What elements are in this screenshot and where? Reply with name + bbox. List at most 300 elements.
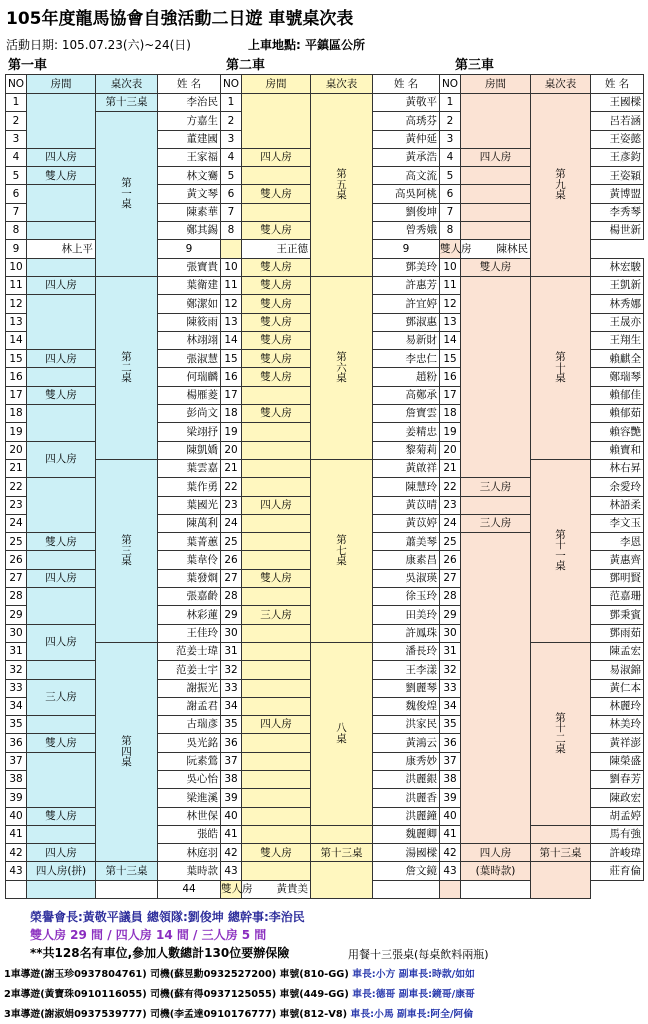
member-name: 湯國樑: [373, 844, 440, 862]
table-label-char: 三: [121, 544, 132, 557]
car-1-label: 第一車: [8, 58, 48, 73]
seat-number: 23: [221, 496, 242, 514]
member-name: 林宏駿: [591, 258, 644, 276]
seat-number: 27: [6, 569, 27, 587]
member-name: 陳孟宏: [591, 642, 644, 660]
seat-number: 40: [6, 807, 27, 825]
room-cell: [27, 405, 96, 442]
room-cell: [461, 222, 531, 240]
room-cell: [461, 496, 531, 514]
seat-number: 9: [6, 240, 27, 258]
room-cell: 四人房: [242, 716, 311, 734]
seat-number: 43: [221, 862, 242, 880]
member-name: 黃博盟: [591, 185, 644, 203]
member-name: 胡孟婷: [591, 807, 644, 825]
room-cell: 雙人房: [27, 386, 96, 404]
seat-number: 16: [6, 368, 27, 386]
bus-2-contacts: 2車導遊(黃寶珠0910116055) 司機(蘇有得0937125055) 車號(449-GG): [4, 989, 349, 1000]
member-name: 姜精忠: [373, 423, 440, 441]
member-name: 黃仲延: [373, 130, 440, 148]
header-name-car1: 姓 名: [158, 75, 221, 94]
member-name: 陳榮盛: [591, 752, 644, 770]
table-label-char: 桌: [336, 189, 347, 202]
seat-number: 12: [6, 295, 27, 313]
header-no-car2: NO: [221, 75, 242, 94]
member-name: 葉菁蕙: [158, 533, 221, 551]
table-label-char: 第: [555, 528, 566, 541]
seat-number: 25: [440, 533, 461, 551]
room-cell: [27, 368, 96, 386]
seat-number: 31: [6, 642, 27, 660]
table-label-char: 桌: [555, 743, 566, 756]
table-group-cell: 第十三桌: [96, 94, 158, 112]
room-cell: 雙人房: [242, 331, 311, 349]
seat-number: 36: [221, 734, 242, 752]
table-group-cell: [531, 825, 591, 843]
table-label-char: 八: [336, 722, 347, 735]
member-name: 葉雲嘉: [158, 459, 221, 477]
table-label-char: 二: [121, 361, 132, 374]
room-cell: [440, 880, 461, 898]
member-name: 黃敬平: [373, 94, 440, 112]
bus-1-leaders: 車長:小方 副車長:時款/如如: [348, 969, 475, 980]
member-name: 葉發烱: [158, 569, 221, 587]
bus-1-contacts: 1車導遊(謝玉珍0937804761) 司機(蘇昱勳0932527200) 車號(810-GG): [4, 969, 349, 980]
member-name: 吳淑瑛: [373, 569, 440, 587]
seat-number: 20: [221, 441, 242, 459]
seat-number: 41: [440, 825, 461, 843]
table-group-cell: 第十三桌: [96, 862, 158, 880]
seat-number: 33: [440, 679, 461, 697]
seat-number: 11: [440, 276, 461, 294]
table-row: [6, 94, 644, 112]
room-cell: [242, 862, 311, 880]
seat-number: 37: [440, 752, 461, 770]
seat-number: 9: [373, 240, 440, 258]
seat-number: 39: [221, 789, 242, 807]
member-name: 高文流: [373, 167, 440, 185]
room-cell: 四人房: [27, 148, 96, 166]
table-group-cell: [311, 459, 373, 642]
member-name: 張淑慧: [158, 350, 221, 368]
seat-number: 20: [440, 441, 461, 459]
member-name: 許宜婷: [373, 295, 440, 313]
seat-number: 24: [6, 514, 27, 532]
seat-number: 28: [221, 588, 242, 606]
table-label-char: 一: [121, 187, 132, 200]
table-group-cell: [96, 642, 158, 862]
seat-number: 2: [6, 112, 27, 130]
room-cell: 四人房: [27, 624, 96, 661]
room-cell: [461, 276, 531, 477]
header-table-car3: 桌次表: [531, 75, 591, 94]
member-name: 黎菊莉: [373, 441, 440, 459]
seat-number: 43: [6, 862, 27, 880]
seat-number: 12: [440, 295, 461, 313]
seat-number: 25: [6, 533, 27, 551]
member-name: 張寶貴: [158, 258, 221, 276]
seat-number: 11: [6, 276, 27, 294]
room-cell: [242, 459, 311, 477]
member-name: 洪家民: [373, 716, 440, 734]
room-cell: [27, 222, 96, 240]
room-cell: 雙人房: [27, 167, 96, 185]
seat-number: 34: [440, 697, 461, 715]
seat-number: 4: [440, 148, 461, 166]
seat-number: 17: [6, 386, 27, 404]
member-name: 林世保: [158, 807, 221, 825]
seat-number: 32: [6, 661, 27, 679]
seat-number: 29: [221, 606, 242, 624]
seat-number: 43: [440, 862, 461, 880]
member-name: 黃惠齊: [591, 551, 644, 569]
seat-number: 35: [440, 716, 461, 734]
member-name: 田美玲: [373, 606, 440, 624]
member-name: 呂若涵: [591, 112, 644, 130]
header-no-car1: NO: [6, 75, 27, 94]
seat-number: 27: [440, 569, 461, 587]
room-cell: 三人房: [461, 478, 531, 496]
room-cell: 雙人房: [242, 185, 311, 203]
member-name: 吳心怡: [158, 770, 221, 788]
seat-number: 8: [440, 222, 461, 240]
member-name: 林庭羽: [158, 844, 221, 862]
member-name: 王國樑: [591, 94, 644, 112]
seat-number: 32: [221, 661, 242, 679]
seating-table: [5, 74, 644, 899]
seat-number: 33: [6, 679, 27, 697]
room-cell: 雙人房: [461, 258, 531, 276]
member-name: 許惠芳: [373, 276, 440, 294]
room-cell: 四人房(拼): [27, 862, 96, 880]
member-name: 易淑錦: [591, 661, 644, 679]
header-no-car3: NO: [440, 75, 461, 94]
member-name: 陳政宏: [591, 789, 644, 807]
seat-number: 13: [6, 313, 27, 331]
member-name: 黃苡婷: [373, 514, 440, 532]
room-cell: 四人房: [27, 569, 96, 587]
car-3-label: 第三車: [455, 58, 495, 73]
seat-number: 23: [6, 496, 27, 514]
room-cell: [242, 386, 311, 404]
table-group-cell: [531, 862, 591, 899]
seat-number: 36: [6, 734, 27, 752]
member-name: 鄧淑惠: [373, 313, 440, 331]
seat-number: 7: [6, 203, 27, 221]
header-table-car1: 桌次表: [96, 75, 158, 94]
seat-number: 18: [6, 405, 27, 423]
room-cell: [242, 478, 311, 496]
room-cell: [27, 716, 96, 734]
seat-number: 21: [6, 459, 27, 477]
seat-number: 26: [6, 551, 27, 569]
member-name: 李文玉: [591, 514, 644, 532]
room-cell: 四人房: [27, 350, 96, 368]
seat-number: 5: [440, 167, 461, 185]
page-title: 105年度龍馬協會自強活動二日遊 車號桌次表: [6, 9, 354, 29]
bus-1-info: [4, 966, 475, 980]
table-label-char: 五: [336, 178, 347, 191]
room-cell: [242, 551, 311, 569]
room-cell: [242, 697, 311, 715]
seat-number: 15: [221, 350, 242, 368]
member-name: 林翊翊: [158, 331, 221, 349]
room-cell: 雙人房: [242, 569, 311, 587]
member-name: 梁進溪: [158, 789, 221, 807]
header-name-car2: 姓 名: [373, 75, 440, 94]
table-label-char: 第: [121, 351, 132, 364]
seat-number: 29: [6, 606, 27, 624]
seat-number: 9: [158, 240, 221, 258]
member-name: 阮素鶯: [158, 752, 221, 770]
table-label-char: 十: [555, 361, 566, 374]
room-cell: [461, 185, 531, 203]
table-row: [6, 862, 644, 880]
member-name: 陳凱嬌: [158, 441, 221, 459]
table-group-cell: [531, 94, 591, 277]
member-name: 王姿懿: [591, 130, 644, 148]
boarding-location: 上車地點: 平鎮區公所: [248, 38, 365, 52]
room-cell: [27, 478, 96, 533]
seat-number: 4: [221, 148, 242, 166]
seat-number: 26: [221, 551, 242, 569]
member-name: 魏俊煌: [373, 697, 440, 715]
room-cell: [27, 551, 96, 569]
table-label-char: 十: [555, 722, 566, 735]
seat-number: 3: [440, 130, 461, 148]
member-name: 陳林民: [461, 240, 531, 258]
room-cell: [242, 734, 311, 752]
member-name: 賴郁茹: [591, 405, 644, 423]
header-name-car3: 姓 名: [591, 75, 644, 94]
member-name: 詹文鏡: [373, 862, 440, 880]
member-name: 林美玲: [591, 716, 644, 734]
insurance-note: **共128名有車位,參加人數總計130位要辦保險: [30, 946, 290, 960]
seat-number: 22: [221, 478, 242, 496]
member-name: 張嘉齡: [158, 588, 221, 606]
member-name: 彭尚文: [158, 405, 221, 423]
table-group-cell: [311, 94, 373, 277]
room-cell: 雙人房: [242, 258, 311, 276]
seat-number: 41: [6, 825, 27, 843]
seat-number: 27: [221, 569, 242, 587]
room-cell: 雙人房: [27, 807, 96, 825]
member-name: 王翔生: [591, 331, 644, 349]
member-name: 林麗玲: [591, 697, 644, 715]
room-cell: [242, 825, 311, 843]
seat-number: 30: [6, 624, 27, 642]
member-name: 古瑞彥: [158, 716, 221, 734]
room-cell: [27, 825, 96, 843]
seat-number: 40: [221, 807, 242, 825]
member-name: 林彩蓮: [158, 606, 221, 624]
member-name: 黃啟祥: [373, 459, 440, 477]
room-cell: [461, 533, 531, 844]
seat-number: 39: [6, 789, 27, 807]
table-group-cell: [96, 112, 158, 277]
room-cell: [242, 752, 311, 770]
member-name: 黃鴻云: [373, 734, 440, 752]
table-group-cell: [96, 459, 158, 642]
member-name: 陳萬利: [158, 514, 221, 532]
bus-2-info: [4, 986, 475, 1000]
table-group-cell: [27, 880, 96, 898]
seat-number: 1: [6, 94, 27, 112]
seat-number: 23: [440, 496, 461, 514]
member-name: 王佳玲: [158, 624, 221, 642]
member-name: 許峻瑋: [591, 844, 644, 862]
room-cell: [461, 203, 531, 221]
seat-number: 24: [440, 514, 461, 532]
room-cell: [242, 533, 311, 551]
seat-number: 37: [6, 752, 27, 770]
member-name: 劉春芳: [591, 770, 644, 788]
member-name: 賴容艷: [591, 423, 644, 441]
table-label-char: 一: [555, 549, 566, 562]
member-name: 林文騫: [158, 167, 221, 185]
seat-number: 19: [440, 423, 461, 441]
bus-3-info: [4, 1006, 473, 1020]
seat-number: 15: [440, 350, 461, 368]
room-cell: [27, 588, 96, 625]
room-cell: 雙人房: [27, 533, 96, 551]
member-name: 董建國: [158, 130, 221, 148]
room-cell: [27, 661, 96, 679]
table-group-cell: [311, 862, 373, 899]
table-label-char: 十: [555, 539, 566, 552]
seat-number: 16: [440, 368, 461, 386]
member-name: 劉俊坤: [373, 203, 440, 221]
car-2-label: 第二車: [226, 58, 266, 73]
room-cell: 雙人房: [242, 405, 311, 423]
seat-number: 8: [221, 222, 242, 240]
seat-number: 26: [440, 551, 461, 569]
member-name: 林上平: [27, 240, 96, 258]
room-cell: [27, 94, 96, 149]
seat-number: 32: [440, 661, 461, 679]
member-name: 黃祥澎: [591, 734, 644, 752]
member-name: 黃貴美: [242, 880, 311, 898]
header-room-car1: 房間: [27, 75, 96, 94]
table-group-cell: [531, 276, 591, 459]
seat-number: 31: [440, 642, 461, 660]
room-cell: [242, 679, 311, 697]
seat-number: 19: [221, 423, 242, 441]
member-name: 詹寶雲: [373, 405, 440, 423]
seat-number: 14: [221, 331, 242, 349]
member-name: 魏麗卿: [373, 825, 440, 843]
room-cell: 四人房: [242, 496, 311, 514]
seat-number: 3: [6, 130, 27, 148]
table-label-char: 桌: [121, 372, 132, 385]
room-cell: 雙人房: [221, 880, 242, 898]
room-cell: [242, 661, 311, 679]
table-label-char: 九: [555, 178, 566, 191]
member-name: 高琇芬: [373, 112, 440, 130]
member-name: 陳素華: [158, 203, 221, 221]
member-name: 黃承浩: [373, 148, 440, 166]
room-cell: 雙人房: [242, 313, 311, 331]
seat-number: 42: [440, 844, 461, 862]
member-name: 康秀妙: [373, 752, 440, 770]
member-name: 何瑞麟: [158, 368, 221, 386]
room-cell: 雙人房: [242, 295, 311, 313]
member-name: 李恩: [591, 533, 644, 551]
room-cell: 四人房: [461, 844, 531, 862]
seat-number: 24: [221, 514, 242, 532]
table-label-char: 桌: [336, 372, 347, 385]
member-name: 劉麗琴: [373, 679, 440, 697]
seat-number: 1: [221, 94, 242, 112]
table-label-char: 桌: [555, 560, 566, 573]
table-group-cell: [311, 642, 373, 825]
seat-number: 28: [440, 588, 461, 606]
table-label-char: 第: [336, 534, 347, 547]
member-name: 李秀琴: [591, 203, 644, 221]
seat-number: 17: [221, 386, 242, 404]
member-name: 黃仁本: [591, 679, 644, 697]
member-name: 李忠仁: [373, 350, 440, 368]
seat-number: 14: [6, 331, 27, 349]
room-cell: [242, 514, 311, 532]
member-name: 王彥鈞: [591, 148, 644, 166]
seat-number: 34: [221, 697, 242, 715]
seat-number: 19: [6, 423, 27, 441]
room-cell: [221, 240, 242, 258]
room-cell: [27, 295, 96, 350]
table-group-cell: [311, 825, 373, 843]
table-label-char: 桌: [121, 756, 132, 769]
member-name: 范姜士瑋: [158, 642, 221, 660]
member-name: 范姜士宇: [158, 661, 221, 679]
table-group-cell: [311, 276, 373, 459]
seat-number: 33: [221, 679, 242, 697]
seat-number: [6, 880, 27, 898]
seat-number: 29: [440, 606, 461, 624]
header-room-car3: 房間: [461, 75, 531, 94]
member-name: 曾秀娥: [373, 222, 440, 240]
table-label-char: 四: [121, 745, 132, 758]
room-cell: [27, 258, 96, 276]
room-cell: [242, 423, 311, 441]
table-label-char: 桌: [336, 555, 347, 568]
seat-number: 39: [440, 789, 461, 807]
table-group-cell: [96, 276, 158, 459]
member-name: 梁翊抒: [158, 423, 221, 441]
member-name: 葉衛建: [158, 276, 221, 294]
room-cell: 雙人房: [242, 222, 311, 240]
member-name: 莊育倫: [591, 862, 644, 880]
table-label-char: 桌: [555, 189, 566, 202]
member-name: 王凱新: [591, 276, 644, 294]
member-name: 范嘉珊: [591, 588, 644, 606]
table-label-char: 第: [121, 735, 132, 748]
member-name: 潘長玲: [373, 642, 440, 660]
seat-number: 38: [440, 770, 461, 788]
seat-number: 38: [221, 770, 242, 788]
member-name: 趙粉: [373, 368, 440, 386]
member-name: 洪麗香: [373, 789, 440, 807]
member-name: 高吳阿桃: [373, 185, 440, 203]
room-cell: [242, 770, 311, 788]
table-group-cell: 第十三桌: [531, 844, 591, 862]
room-cell: [242, 624, 311, 642]
table-label-char: 桌: [121, 198, 132, 211]
member-name: 黃文琴: [158, 185, 221, 203]
member-name: 鄭潔如: [158, 295, 221, 313]
room-cell: 四人房: [27, 844, 96, 862]
room-cell: [242, 807, 311, 825]
